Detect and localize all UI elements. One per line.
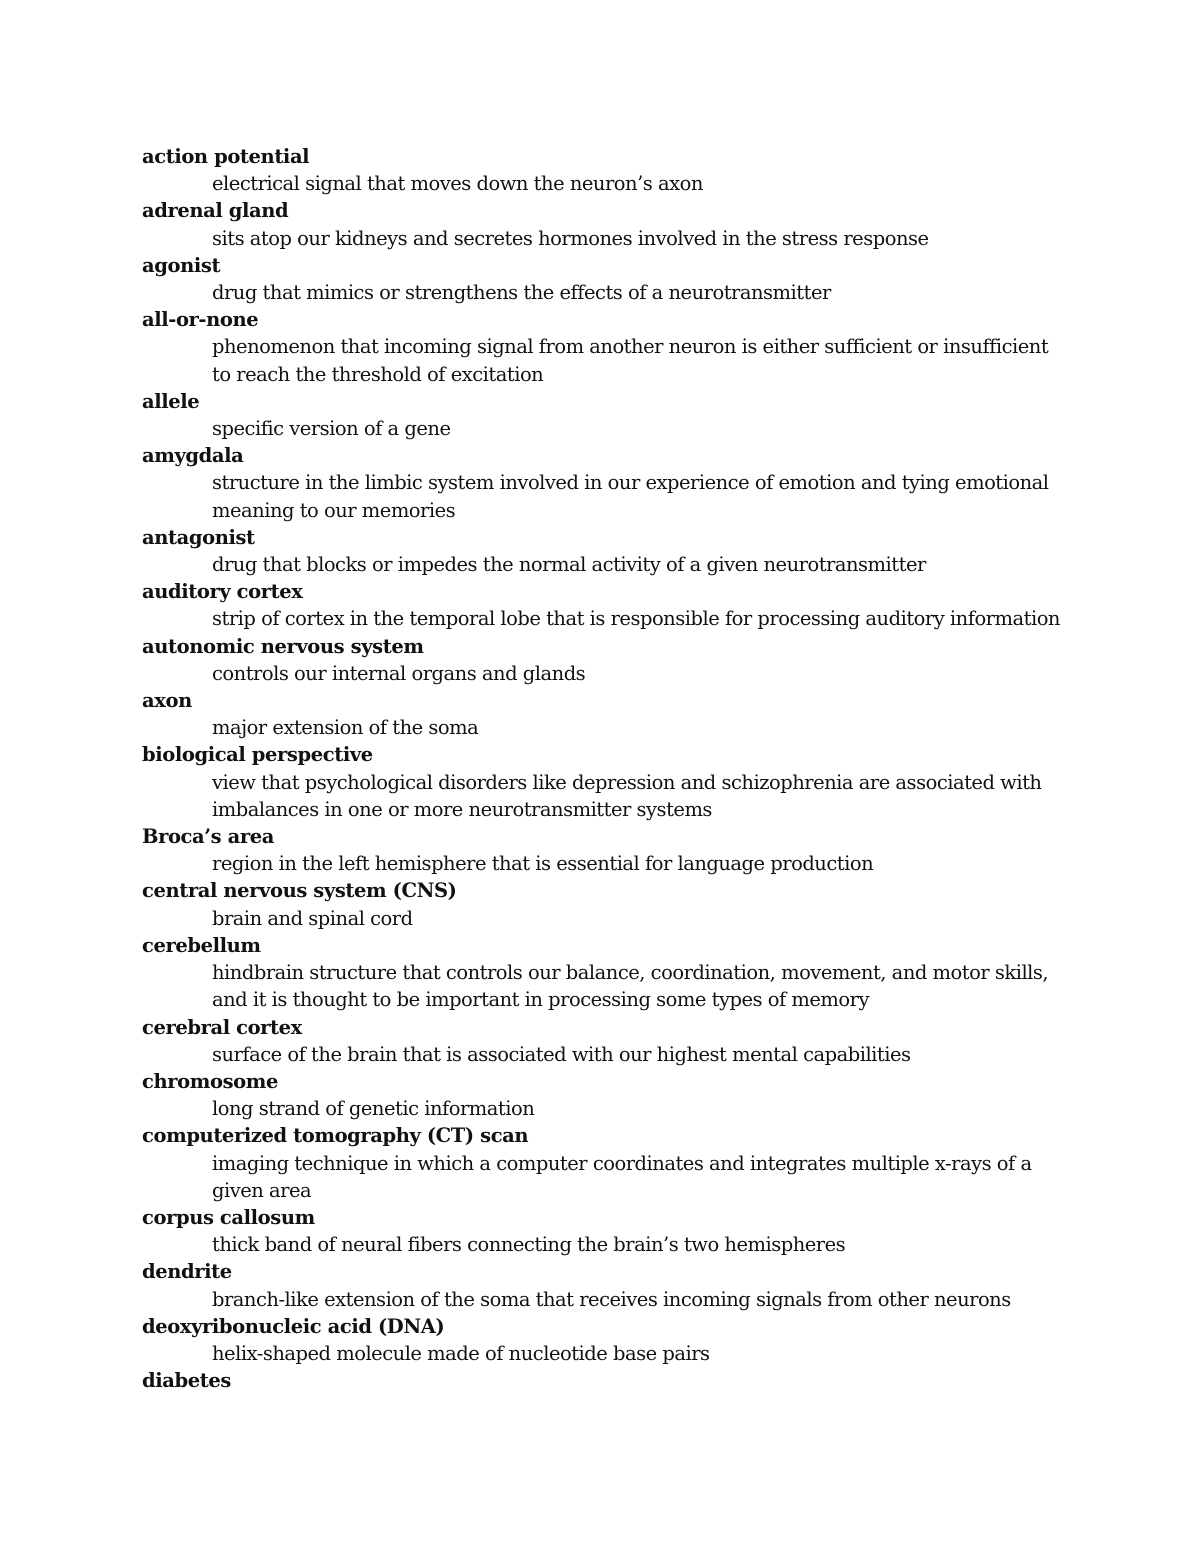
glossary-term: cerebellum: [142, 933, 261, 957]
glossary-term: adrenal gland: [142, 199, 289, 223]
glossary-definition: imaging technique in which a computer coordinates and integrates multiple x-rays of a given area: [212, 1151, 1032, 1202]
glossary-entry: [142, 877, 1072, 931]
glossary-definition: brain and spinal cord: [212, 906, 413, 930]
glossary-entry: [142, 197, 1072, 251]
glossary-entry: [142, 143, 1072, 197]
glossary-entry: [142, 823, 1072, 877]
glossary-definition: helix-shaped molecule made of nucleotide base pairs: [212, 1341, 710, 1365]
glossary-entry: [142, 687, 1072, 741]
glossary-term: allele: [142, 389, 200, 413]
glossary-definition: hindbrain structure that controls our balance, coordination, movement, and motor skills, and it is thought to be important in processing some types of memory: [212, 961, 1049, 1012]
glossary-entry: [142, 442, 1072, 524]
glossary-definition: branch-like extension of the soma that receives incoming signals from other neurons: [212, 1287, 1011, 1311]
glossary-entry: [142, 306, 1072, 388]
glossary-entry: [142, 741, 1072, 823]
glossary-entry: [142, 1204, 1072, 1258]
glossary-definition: sits atop our kidneys and secretes hormones involved in the stress response: [212, 226, 929, 250]
glossary-term: axon: [142, 689, 192, 713]
glossary-entry: [142, 633, 1072, 687]
glossary-term: deoxyribonucleic acid (DNA): [142, 1314, 445, 1338]
glossary-definition: surface of the brain that is associated with our highest mental capabilities: [212, 1042, 911, 1066]
glossary-entry: [142, 1313, 1072, 1367]
glossary-term: biological perspective: [142, 743, 373, 767]
glossary-entry: [142, 388, 1072, 442]
glossary-term: corpus callosum: [142, 1205, 315, 1229]
glossary-definition: thick band of neural fibers connecting the brain’s two hemispheres: [212, 1233, 846, 1257]
glossary-term: action potential: [142, 145, 310, 168]
glossary-term: Broca’s area: [142, 825, 274, 849]
glossary-entry: [142, 578, 1072, 632]
glossary-entry: [142, 1068, 1072, 1122]
glossary-term: antagonist: [142, 525, 255, 549]
glossary-definition: strip of cortex in the temporal lobe that is responsible for processing auditory information: [212, 607, 1060, 631]
glossary-term: computerized tomography (CT) scan: [142, 1124, 529, 1148]
glossary-definition: electrical signal that moves down the neuron’s axon: [212, 172, 703, 196]
glossary-term: autonomic nervous system: [142, 634, 424, 658]
glossary-entry: [142, 1258, 1072, 1312]
glossary-definition: drug that mimics or strengthens the effects of a neurotransmitter: [212, 281, 831, 305]
glossary-term: auditory cortex: [142, 580, 303, 604]
glossary-definition: phenomenon that incoming signal from another neuron is either sufficient or insufficient to reach the threshold of excitation: [212, 335, 1049, 386]
glossary-entry: [142, 1014, 1072, 1068]
glossary-entry: [142, 932, 1072, 1014]
glossary-term: central nervous system (CNS): [142, 879, 457, 903]
glossary-definition: region in the left hemisphere that is essential for language production: [212, 852, 874, 876]
glossary-list: [142, 143, 1072, 1394]
glossary-definition: long strand of genetic information: [212, 1097, 535, 1121]
glossary-definition: major extension of the soma: [212, 716, 479, 740]
glossary-term: dendrite: [142, 1260, 232, 1284]
glossary-term: cerebral cortex: [142, 1015, 302, 1039]
glossary-term: agonist: [142, 253, 221, 277]
glossary-definition: drug that blocks or impedes the normal activity of a given neurotransmitter: [212, 553, 926, 577]
glossary-entry: [142, 1122, 1072, 1204]
glossary-definition: structure in the limbic system involved in our experience of emotion and tying emotional meaning to our memories: [212, 471, 1049, 522]
glossary-term: amygdala: [142, 444, 244, 468]
glossary-term: chromosome: [142, 1069, 278, 1093]
glossary-entry: [142, 1367, 1072, 1394]
glossary-entry: [142, 524, 1072, 578]
glossary-term: all-or-none: [142, 308, 259, 332]
glossary-definition: controls our internal organs and glands: [212, 661, 586, 685]
glossary-term: diabetes: [142, 1369, 231, 1393]
glossary-entry: [142, 252, 1072, 306]
glossary-definition: view that psychological disorders like depression and schizophrenia are associated with imbalances in one or more neurotransmitter systems: [212, 770, 1042, 821]
glossary-definition: specific version of a gene: [212, 417, 451, 441]
